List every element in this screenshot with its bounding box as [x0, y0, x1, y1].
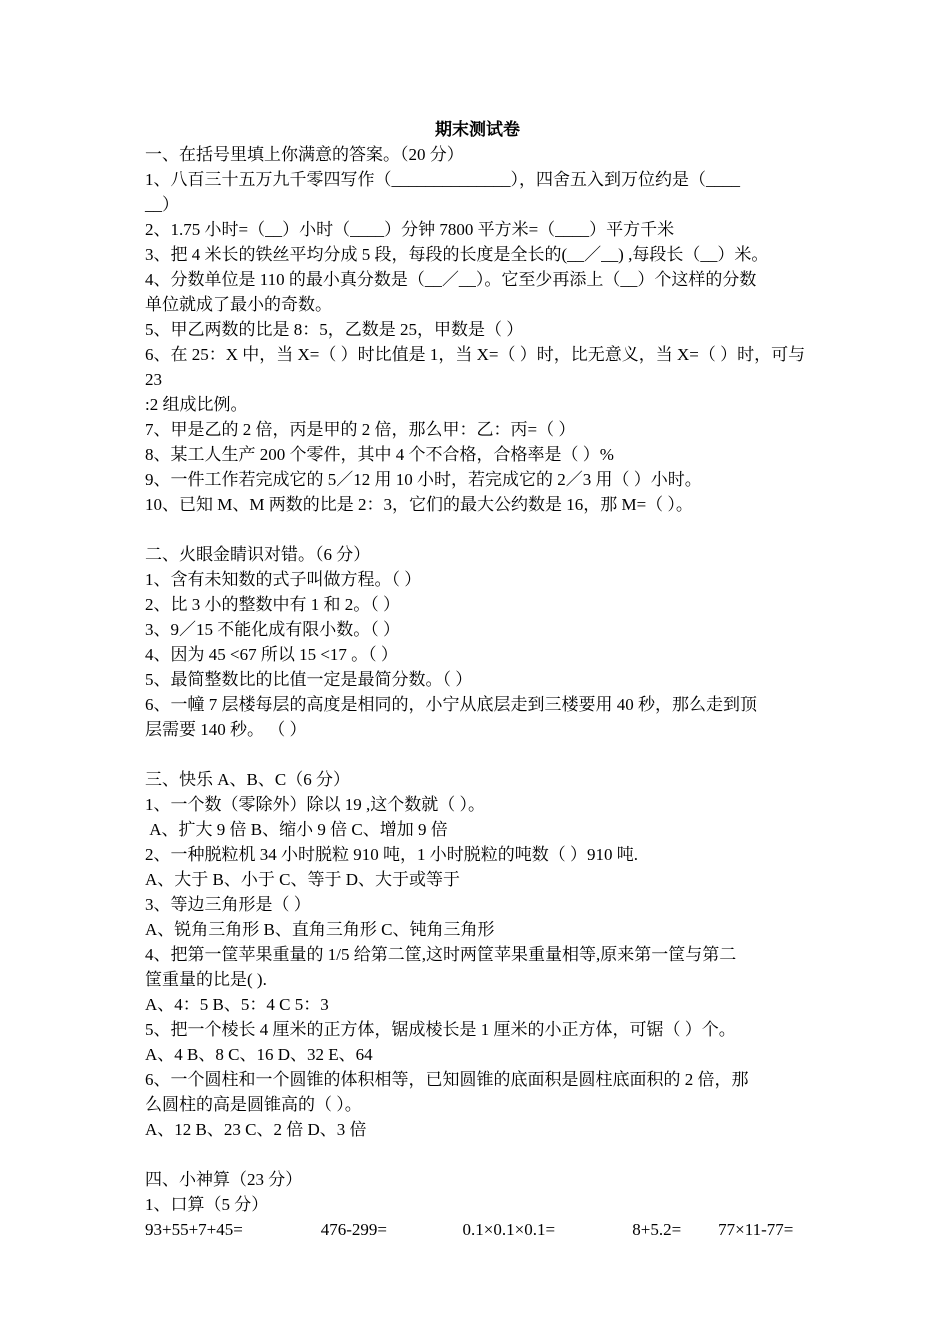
question-line: 4、把第一筐苹果重量的 1/5 给第二筐,这时两筐苹果重量相等,原来第一筐与第二	[145, 945, 737, 964]
section-4	[145, 1167, 810, 1242]
section-3	[145, 767, 810, 1142]
exam-title: 期末测试卷	[435, 120, 520, 139]
calc-item: 77×11-77=	[718, 1220, 794, 1239]
question-line: 2、1.75 小时=（__）小时（____）分钟 7800 平方米=（____）平方千米	[145, 220, 675, 239]
question-line: 7、甲是乙的 2 倍，丙是甲的 2 倍，那么甲：乙：丙=（ ）	[145, 420, 576, 439]
question-line: 4、分数单位是 110 的最小真分数是（__／__）。它至少再添上（__）个这样的分数	[145, 270, 757, 289]
question-line: 1、含有未知数的式子叫做方程。（ ）	[145, 570, 422, 589]
question-line: A、锐角三角形 B、直角三角形 C、钝角三角形	[145, 920, 495, 939]
question-line: 5、甲乙两数的比是 8：5，乙数是 25，甲数是（ ）	[145, 320, 524, 339]
question-line: 9、一件工作若完成它的 5／12 用 10 小时，若完成它的 2／3 用（ ）小时。	[145, 470, 702, 489]
question-line: 3、等边三角形是（ ）	[145, 895, 311, 914]
section-heading: 三、快乐 A、B、C（6 分）	[145, 770, 350, 789]
mental-math-row	[145, 1217, 810, 1242]
calc-item: 0.1×0.1×0.1=	[462, 1220, 556, 1239]
question-line: 5、把一个棱长 4 厘米的正方体，锯成棱长是 1 厘米的小正方体，可锯（ ）个。	[145, 1020, 736, 1039]
question-line: 10、已知 M、M 两数的比是 2：3，它们的最大公约数是 16，那 M=（ ）。	[145, 495, 693, 514]
question-line: 3、把 4 米长的铁丝平均分成 5 段，每段的长度是全长的(__／__) ,每段长（__）米。	[145, 245, 769, 264]
subsection-heading: 1、口算（5 分）	[145, 1195, 269, 1214]
question-line: 6、一个圆柱和一个圆锥的体积相等，已知圆锥的底面积是圆柱底面积的 2 倍，那	[145, 1070, 749, 1089]
question-line: A、扩大 9 倍 B、缩小 9 倍 C、增加 9 倍	[145, 820, 448, 839]
question-line: 8、某工人生产 200 个零件，其中 4 个不合格，合格率是（ ）%	[145, 445, 614, 464]
calc-item: 476-299=	[320, 1220, 387, 1239]
question-line: 3、9／15 不能化成有限小数。（ ）	[145, 620, 400, 639]
question-line: 么圆柱的高是圆锥高的（ ）。	[145, 1095, 362, 1114]
question-line: 6、在 25：X 中，当 X=（ ）时比值是 1，当 X=（ ）时，比无意义，当 X=（ ）时，可与 23	[145, 345, 810, 389]
section-heading: 一、在括号里填上你满意的答案。（20 分）	[145, 145, 464, 164]
section-2	[145, 542, 810, 742]
spacer	[145, 742, 810, 767]
question-line: 筐重量的比是( ).	[145, 970, 267, 989]
question-line: 1、八百三十五万九千零四写作（______________），四舍五入到万位约是（____	[145, 170, 740, 189]
calc-item: 93+55+7+45=	[145, 1220, 243, 1239]
question-line: A、4：5 B、5：4 C 5：3	[145, 995, 329, 1014]
spacer	[145, 1142, 810, 1167]
question-line: 1、一个数（零除外）除以 19 ,这个数就（ ）。	[145, 795, 485, 814]
question-line: __）	[145, 195, 179, 214]
question-line: A、12 B、23 C、2 倍 D、3 倍	[145, 1120, 367, 1139]
calc-item: 8+5.2=	[632, 1220, 682, 1239]
question-line: 层需要 140 秒。 （ ）	[145, 720, 307, 739]
section-1	[145, 142, 810, 517]
question-line: 6、一幢 7 层楼每层的高度是相同的，小宁从底层走到三楼要用 40 秒，那么走到顶	[145, 695, 757, 714]
question-line: 2、一种脱粒机 34 小时脱粒 910 吨，1 小时脱粒的吨数（ ）910 吨.	[145, 845, 638, 864]
section-heading: 四、小神算（23 分）	[145, 1170, 303, 1189]
question-line: 5、最简整数比的比值一定是最简分数。（ ）	[145, 670, 473, 689]
question-line: 4、因为 45 <67 所以 15 <17 。（ ）	[145, 645, 398, 664]
question-line: 2、比 3 小的整数中有 1 和 2。（ ）	[145, 595, 400, 614]
question-line: A、4 B、8 C、16 D、32 E、64	[145, 1045, 373, 1064]
spacer	[145, 517, 810, 542]
question-line: 单位就成了最小的奇数。	[145, 295, 332, 314]
exam-page	[145, 118, 810, 1242]
question-line: :2 组成比例。	[145, 395, 248, 414]
section-heading: 二、火眼金睛识对错。（6 分）	[145, 545, 371, 564]
question-line: A、大于 B、小于 C、等于 D、大于或等于	[145, 870, 460, 889]
